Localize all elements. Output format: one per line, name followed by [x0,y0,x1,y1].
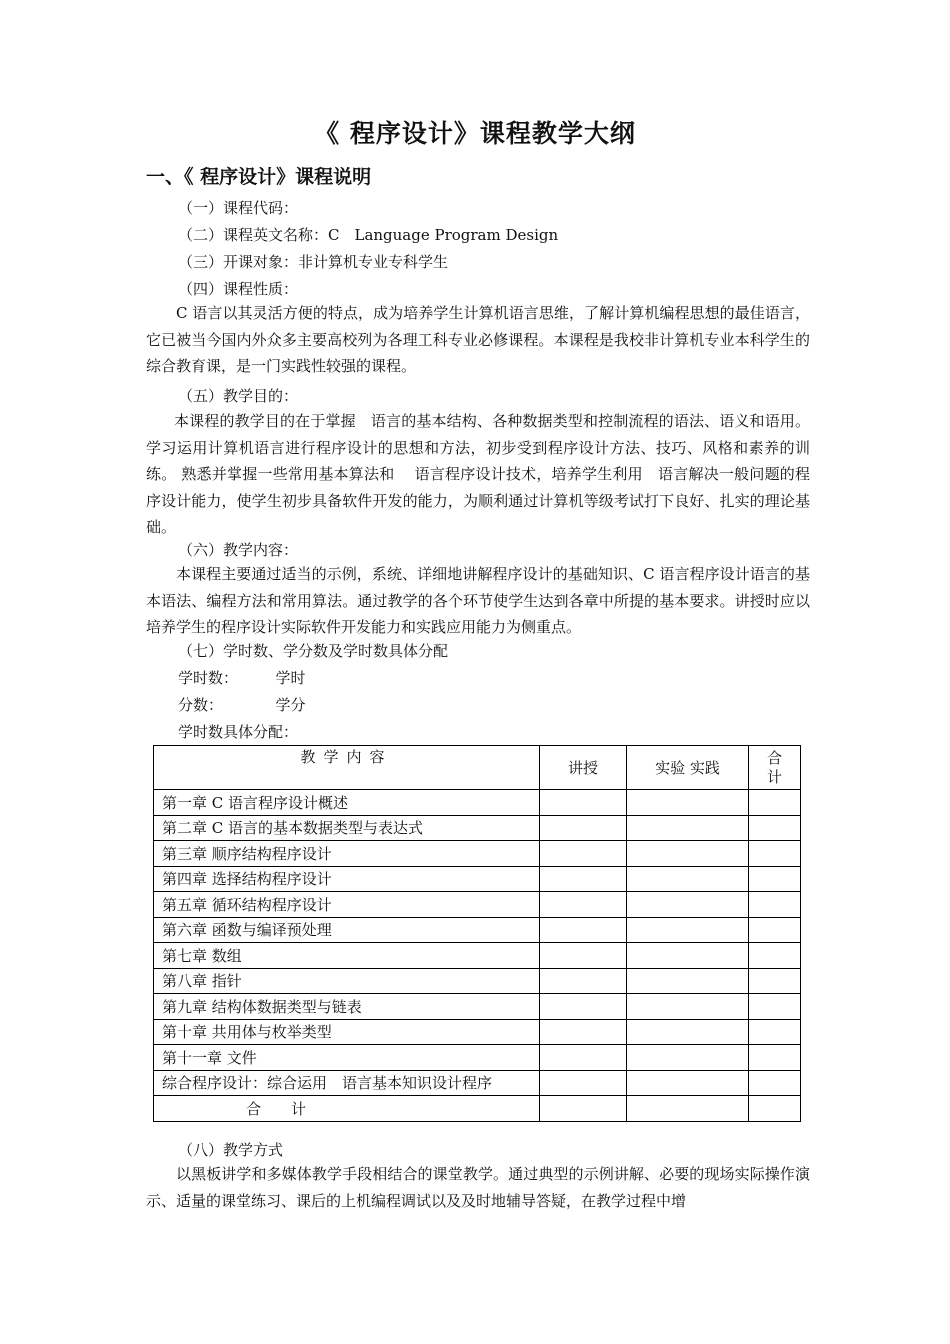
chapter-cell: 第十章 共用体与枚举类型 [154,1019,540,1045]
item-teaching-goal: （五）教学目的： [178,387,299,405]
section-heading: 一、《 程序设计》课程说明 [146,166,372,188]
teaching-content-paragraph: 本课程主要通过适当的示例，系统、详细地讲解程序设计的基础知识、C 语言程序设计语言的基本语法、编程方法和常用算法。通过教学的各个环节使学生达到各章中所提的基本要求。讲授时应以培养学生的程序设计实际软件开发能力和实践应用能力为侧重点。 [146,565,810,636]
item-course-nature: （四）课程性质： [178,280,299,298]
table-header-row [154,746,801,790]
item-hours-credits: （七）学时数、学分数及学时数具体分配 [178,642,449,660]
item-teaching-method: （八）教学方式 [178,1141,284,1159]
teaching-method-paragraph: 以黑板讲学和多媒体教学手段相结合的课堂教学。通过典型的示例讲解、必要的现场实际操作演示、适量的课堂练习、课后的上机编程调试以及及时地辅导答疑，在教学过程中增 [146,1165,810,1210]
table-row [154,815,801,841]
course-nature-paragraph: C 语言以其灵活方便的特点，成为培养学生计算机语言思维，了解计算机编程思想的最佳语言，它已被当今国内外众多主要高校列为各理工科专业必修课程。本课程是我校非计算机专业本科学生的综合教育课，是一门实践性较强的课程。 [146,304,810,375]
table-row [154,1019,801,1045]
item-audience: （三）开课对象：非计算机专业专科学生 [178,253,449,271]
header-total-text: 合计 [766,748,782,786]
total-label: 合 计 [154,1096,540,1122]
header-total [749,746,801,790]
chapter-cell: 第九章 结构体数据类型与链表 [154,994,540,1020]
table-row [154,1045,801,1071]
table-row [154,943,801,969]
chapter-cell: 第十一章 文件 [154,1045,540,1071]
table-total-row [154,1096,801,1122]
chapter-cell: 综合程序设计：综合运用 语言基本知识设计程序 [154,1070,540,1096]
chapter-cell: 第三章 顺序结构程序设计 [154,841,540,867]
chapter-cell: 第五章 循环结构程序设计 [154,892,540,918]
chapter-cell: 第二章 C 语言的基本数据类型与表达式 [154,815,540,841]
chapter-cell: 第四章 选择结构程序设计 [154,866,540,892]
teaching-goal-paragraph: 本课程的教学目的在于掌握 语言的基本结构、各种数据类型和控制流程的语法、语义和语用。 学习运用计算机语言进行程序设计的思想和方法，初步受到程序设计方法、技巧、风格和素养的训练。 熟悉并掌握一些常用基本算法和 语言程序设计技术，培养学生利用 语言解决一般问题的程序设计能力，使学生初步具备软件开发的能力，为顺利通过计算机等级考试打下良好、扎实的理论基础。 [146,412,810,536]
header-lab-practice: 实验 实践 [627,746,749,790]
chapter-cell: 第八章 指针 [154,968,540,994]
header-lecture: 讲授 [540,746,627,790]
item-english-name: （二）课程英文名称：C Language Program Design [178,226,559,244]
table-row [154,841,801,867]
table-row [154,1070,801,1096]
hours-distribution-label: 学时数具体分配： [178,723,299,741]
table-row [154,790,801,816]
table-row [154,917,801,943]
table-row [154,968,801,994]
chapter-cell: 第一章 C 语言程序设计概述 [154,790,540,816]
chapter-cell: 第七章 数组 [154,943,540,969]
table-row [154,994,801,1020]
item-teaching-content: （六）教学内容： [178,541,299,559]
hours-count: 学时数： 学时 [178,669,306,687]
chapter-cell: 第六章 函数与编译预处理 [154,917,540,943]
header-content: 教学内容 [154,746,540,790]
item-course-code: （一）课程代码： [178,199,299,217]
credits-count: 分数： 学分 [178,696,306,714]
table-row [154,866,801,892]
table-row [154,892,801,918]
document-title: 《 程序设计》课程教学大纲 [314,119,636,148]
hours-table [153,745,801,1122]
